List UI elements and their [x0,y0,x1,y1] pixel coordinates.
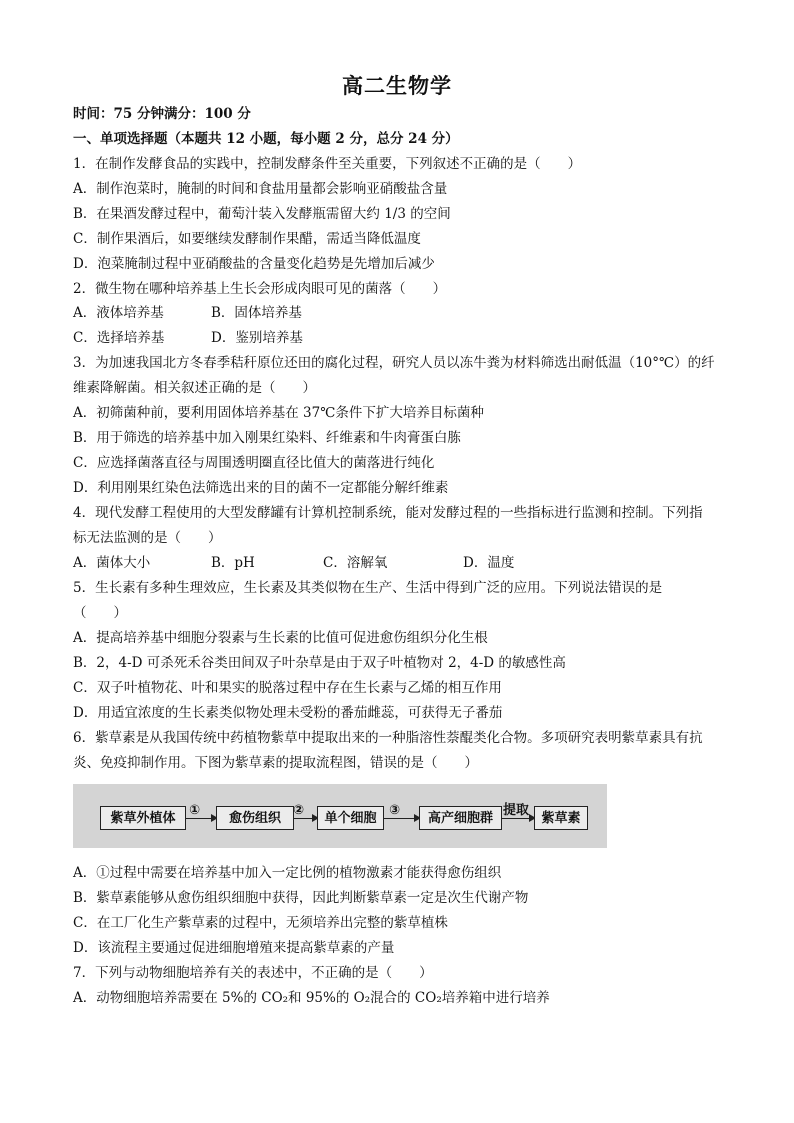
question-4-option-c: C．溶解氧 [323,555,388,571]
question-1-option-b: B．在果酒发酵过程中，葡萄汁装入发酵瓶需留大约 1/3 的空间 [73,206,451,222]
question-2-option-d: D．鉴别培养基 [211,330,303,346]
question-3-option-d: D．利用刚果红染色法筛选出来的目的菌不一定都能分解纤维素 [73,480,449,496]
question-3-stem-line2: 维素降解菌。相关叙述正确的是（ ） [73,380,316,396]
exam-info: 时间：75 分钟满分：100 分 [73,106,251,122]
flow-arrow-1 [186,818,216,819]
question-5-option-c: C．双子叶植物花、叶和果实的脱落过程中存在生长素与乙烯的相互作用 [73,680,502,696]
question-6-stem-line2: 炎、免疫抑制作用。下图为紫草素的提取流程图，错误的是（ ） [73,755,478,771]
question-5-option-b: B．2，4-D 可杀死禾谷类田间双子叶杂草是由于双子叶植物对 2，4-D 的敏感性高 [73,655,566,671]
question-2-stem: 2．微生物在哪种培养基上生长会形成肉眼可见的菌落（ ） [73,281,447,297]
flow-arrow-2 [294,818,317,819]
question-6-option-d: D．该流程主要通过促进细胞增殖来提高紫草素的产量 [73,940,395,956]
question-1-stem: 1．在制作发酵食品的实践中，控制发酵条件至关重要，下列叙述不正确的是（ ） [73,156,582,172]
flow-box-explant: 紫草外植体 [100,806,186,830]
flow-arrow-3 [384,818,419,819]
question-5-option-d: D．用适宜浓度的生长素类似物处理未受粉的番茄雌蕊，可获得无子番茄 [73,705,503,721]
flow-arrow-4 [502,818,534,819]
question-2-option-c: C．选择培养基 [73,330,165,346]
question-6-stem-line1: 6．紫草素是从我国传统中药植物紫草中提取出来的一种脂溶性萘醌类化合物。多项研究表明紫草素具有抗 [73,730,703,746]
question-6-option-a: A．①过程中需要在培养基中加入一定比例的植物激素才能获得愈伤组织 [73,865,502,881]
question-4-options [73,553,514,573]
question-2-options-row1 [73,303,302,323]
question-4-stem-line2: 标无法监测的是（ ） [73,530,222,546]
question-3-option-c: C．应选择菌落直径与周围透明圈直径比值大的菌落进行纯化 [73,455,435,471]
question-5-option-a: A．提高培养基中细胞分裂素与生长素的比值可促进愈伤组织分化生根 [73,630,488,646]
question-7-stem: 7．下列与动物细胞培养有关的表述中，不正确的是（ ） [73,965,433,981]
flow-box-shikonin: 紫草素 [534,806,588,830]
question-1-option-c: C．制作果酒后，如要继续发酵制作果醋，需适当降低温度 [73,231,421,247]
question-2-option-a: A．液体培养基 [73,305,164,321]
question-4-option-b: B．pH [211,555,255,571]
question-5-stem-line1: 5．生长素有多种生理效应，生长素及其类似物在生产、生活中得到广泛的应用。下列说法错误的是 [73,580,663,596]
question-3-stem-line1: 3．为加速我国北方冬春季秸秆原位还田的腐化过程，研究人员以冻牛粪为材料筛选出耐低温（10°℃）的纤 [73,355,715,371]
flow-box-callus: 愈伤组织 [216,806,294,830]
question-3-option-a: A．初筛菌种前，要利用固体培养基在 37℃条件下扩大培养目标菌种 [73,405,484,421]
flow-box-single-cell: 单个细胞 [317,806,384,830]
question-4-option-a: A．菌体大小 [73,555,151,571]
question-6-option-b: B．紫草素能够从愈伤组织细胞中获得，因此判断紫草素一定是次生代谢产物 [73,890,529,906]
page-title: 高二生物学 [342,73,452,98]
flow-step-3: ③ [389,803,401,818]
flow-step-extract: 提取 [503,803,530,818]
question-7-option-a: A．动物细胞培养需要在 5%的 CO₂和 95%的 O₂混合的 CO₂培养箱中进行培养 [73,990,550,1006]
shikonin-flow-diagram [73,784,607,848]
flow-box-high-yield-cells: 高产细胞群 [419,806,502,830]
question-3-option-b: B．用于筛选的培养基中加入刚果红染料、纤维素和牛肉膏蛋白胨 [73,430,461,446]
question-1-option-d: D．泡菜腌制过程中亚硝酸盐的含量变化趋势是先增加后减少 [73,256,435,272]
question-4-stem-line1: 4．现代发酵工程使用的大型发酵罐有计算机控制系统，能对发酵过程的一些指标进行监测和控制。下列指 [73,505,703,521]
question-2-option-b: B．固体培养基 [211,305,302,321]
question-6-option-c: C．在工厂化生产紫草素的过程中，无须培养出完整的紫草植株 [73,915,448,931]
question-4-option-d: D．温度 [463,555,515,571]
flow-step-1: ① [189,803,201,818]
question-1-option-a: A．制作泡菜时，腌制的时间和食盐用量都会影响亚硝酸盐含量 [73,181,448,197]
flow-step-2: ② [293,803,305,818]
question-5-stem-line2: （ ） [73,605,127,621]
question-2-options-row2 [73,328,303,348]
section-heading: 一、单项选择题（本题共 12 小题，每小题 2 分，总分 24 分） [73,131,459,147]
